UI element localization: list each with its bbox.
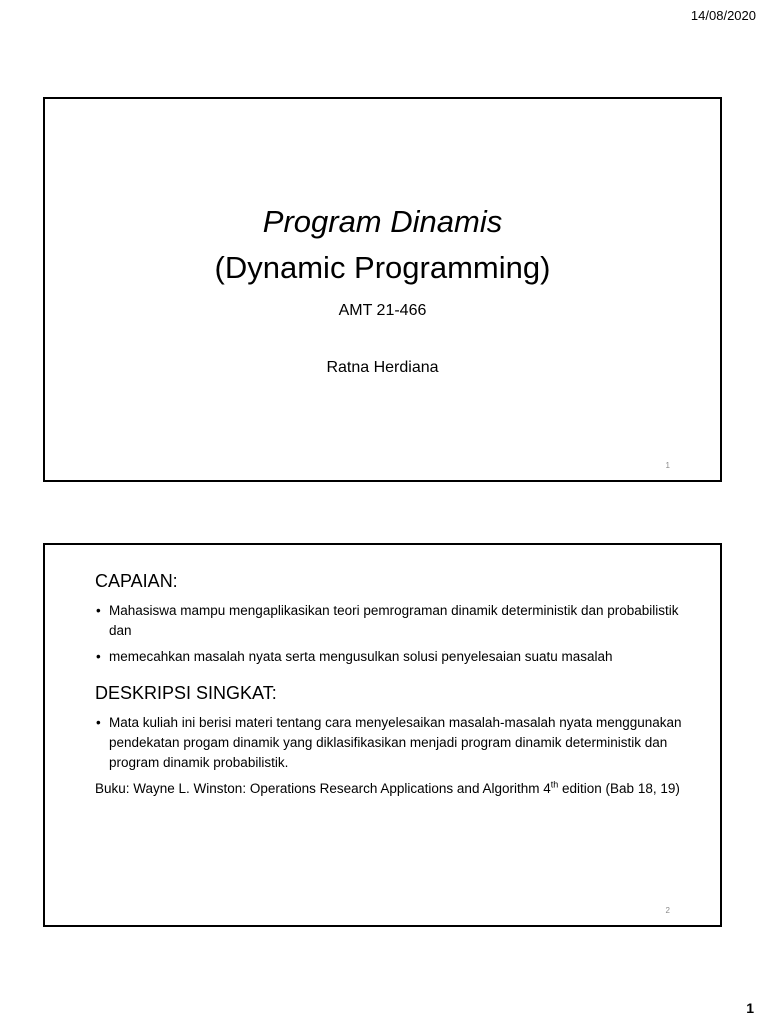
list-item-text: Mata kuliah ini berisi materi tentang cara menyelesaikan masalah-masalah nyata menggunakan pendekatan progam dinamik yang diklasifikasikan menjadi program dinamik deterministik dan program dinamik probabilistik. — [109, 715, 682, 770]
list-item — [83, 647, 692, 667]
slide-title-italic: Program Dinamis — [262, 204, 503, 239]
slide-number: 1 — [665, 461, 670, 470]
slide-content — [43, 543, 722, 927]
course-code: AMT 21-466 — [338, 302, 427, 319]
heading-deskripsi: DESKRIPSI SINGKAT: — [95, 683, 277, 703]
slide-content-body — [83, 569, 692, 799]
page-date: 14/08/2020 — [690, 8, 756, 23]
list-item-text: memecahkan masalah nyata serta mengusulkan solusi penyelesaian suatu masalah — [109, 649, 613, 664]
capaian-list — [83, 601, 692, 667]
book-reference — [95, 779, 692, 799]
heading-capaian: CAPAIAN: — [95, 571, 178, 591]
deskripsi-list — [83, 713, 692, 773]
list-item — [83, 713, 692, 773]
slide-title-main: (Dynamic Programming) — [214, 250, 551, 285]
bullet-icon: • — [96, 603, 101, 618]
book-superscript: th — [550, 779, 559, 790]
slide-title — [43, 97, 722, 482]
book-text: Buku: Wayne L. Winston: Operations Research Applications and Algorithm 4 — [95, 781, 551, 796]
slide-number: 2 — [665, 906, 670, 915]
author-name: Ratna Herdiana — [326, 359, 439, 376]
page-number: 1 — [746, 1000, 754, 1016]
bullet-icon: • — [96, 715, 101, 730]
list-item — [83, 601, 692, 641]
bullet-icon: • — [96, 649, 101, 664]
list-item-text: Mahasiswa mampu mengaplikasikan teori pemrograman dinamik deterministik dan probabilistik dan — [109, 603, 679, 638]
book-text-end: edition (Bab 18, 19) — [558, 781, 680, 796]
